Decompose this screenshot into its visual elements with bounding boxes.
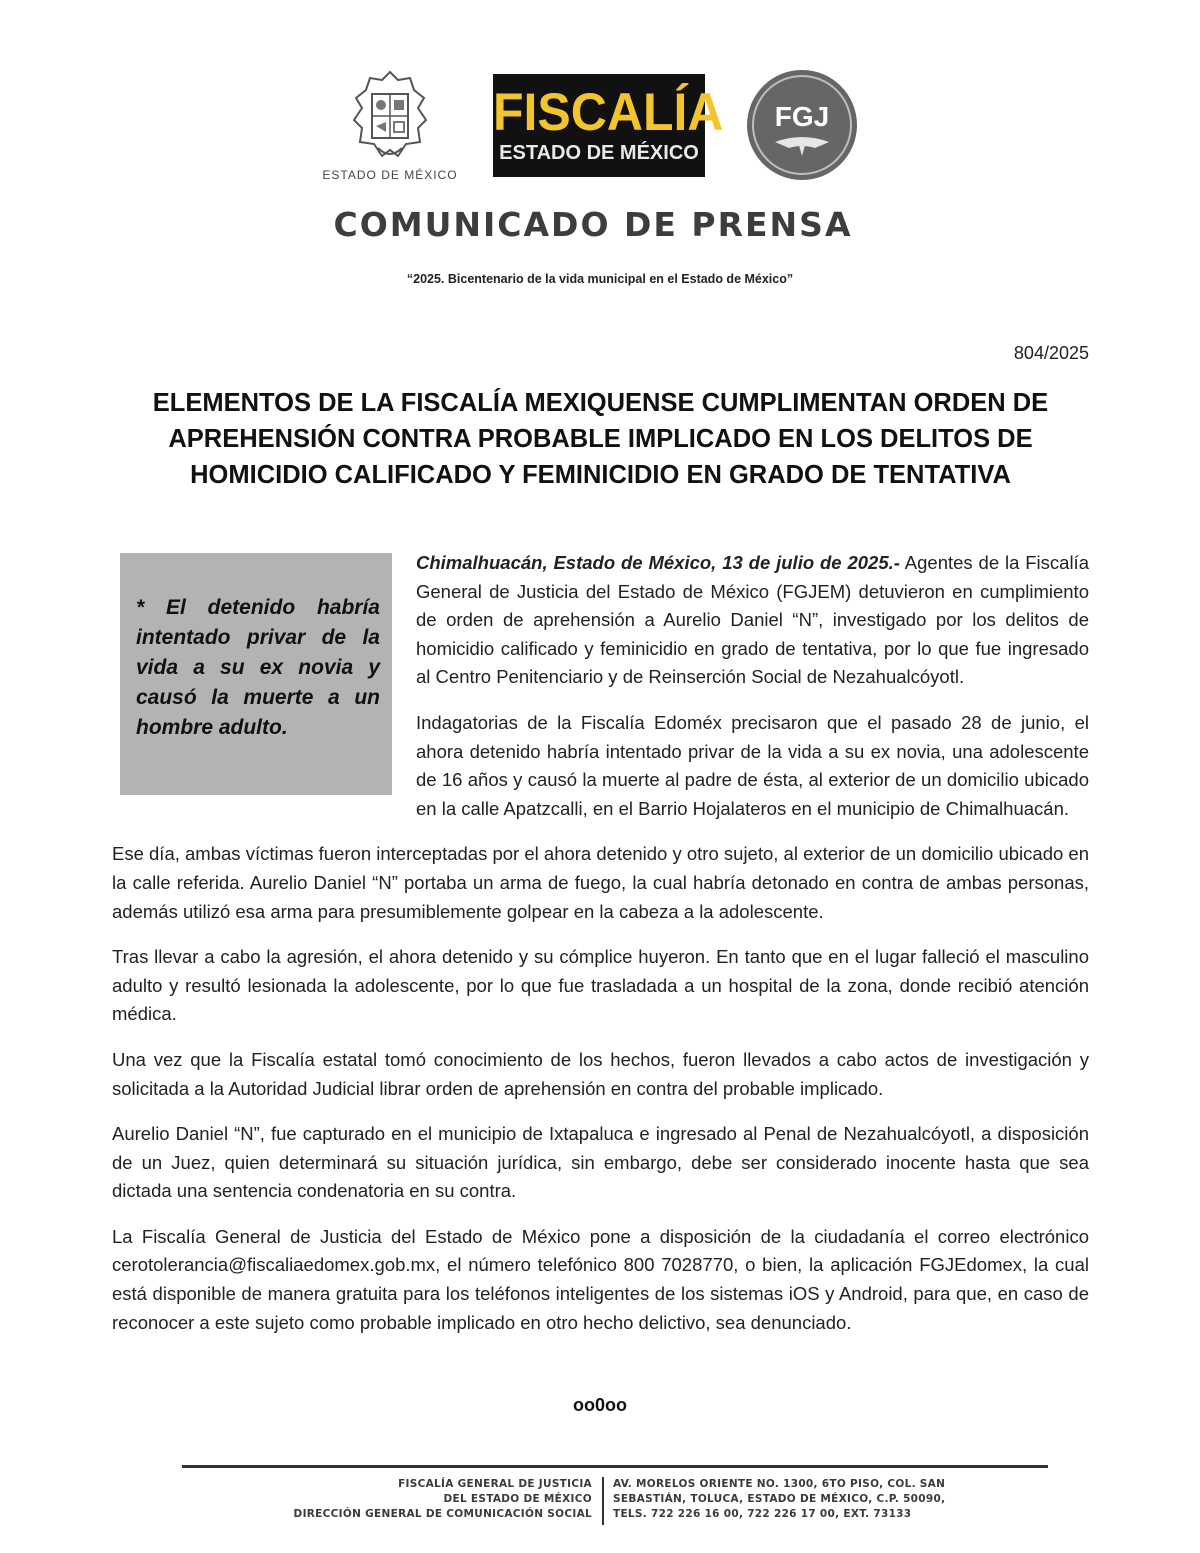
dateline: Chimalhuacán, Estado de México, 13 de julio de 2025.- [416,552,900,573]
paragraph-3: Ese día, ambas víctimas fueron interceptadas por el ahora detenido y otro sujeto, al exterior de un domicilio ubicado en la calle referida. Aurelio Daniel “N” portaba un arma de fuego, la cual habría detonado en contra de ambas personas, además utilizó esa arma para presumiblemente golpear en la cabeza a la adolescente. [112,843,1089,922]
institutional-motto: “2025. Bicentenario de la vida municipal en el Estado de México” [406,272,794,286]
paragraph-4: Tras llevar a cabo la agresión, el ahora detenido y su cómplice huyeron. En tanto que en el lugar falleció el masculino adulto y resultó lesionada la adolescente, por lo que fue trasladada a un hospital de la zona, donde recibió atención médica. [112,946,1089,1025]
paragraph-5: Una vez que la Fiscalía estatal tomó conocimiento de los hechos, fueron llevados a cabo actos de investigación y solicitada a la Autoridad Judicial librar orden de aprehensión en contra del probable implicado. [112,1048,1089,1099]
fiscalia-logo [493,74,724,177]
coat-of-arms-icon [348,68,432,166]
estado-de-mexico-caption: ESTADO DE MÉXICO [322,168,458,182]
highlight-text: * El detenido habría intentado privar de la vida a su ex novia y causó la muerte a un hombre adulto. [136,596,380,739]
page-title: COMUNICADO DE PRENSA [333,205,853,244]
footer-address [613,1477,993,1522]
footer-institution [250,1477,592,1522]
closing-mark: oo0oo [573,1395,627,1415]
release-number: 804/2025 [1013,343,1089,363]
fgj-seal-icon [745,68,859,182]
paragraph-6: Aurelio Daniel “N”, fue capturado en el municipio de Ixtapaluca e ingresado al Penal de Nezahualcóyotl, a disposición de un Juez, quien determinará su situación jurídica, sin embargo, debe ser considerado inocente hasta que sea dictada una sentencia condenatoria en su contra. [112,1123,1089,1202]
fiscalia-logo-title: FISCALÍA [493,82,724,142]
paragraph-1-text: Agentes de la Fiscalía General de Justicia del Estado de México (FGJEM) detuvieron en cumplimiento de orden de aprehensión a Aurelio Daniel “N”, investigado por los delitos de homicidio calificado y feminicidio en grado de tentativa, por lo que fue ingresado al Centro Penitenciario y de Reinserción Social de Nezahualcóyotl. [416,552,1089,688]
paragraph-7: La Fiscalía General de Justicia del Estado de México pone a disposición de la ciudadanía el correo electrónico cerotolerancia@fiscaliaedomex.gob.mx, el número telefónico 800 7028770, o bien, la aplicación FGJEdomex, la cual está disponible de manera gratuita para los teléfonos inteligentes de los sistemas iOS y Android, para que, en caso de reconocer a este sujeto como probable implicado en otro hecho delictivo, sea denunciado. [112,1225,1089,1333]
header-logos [0,62,1200,192]
footer-left-line-1: FISCALÍA GENERAL DE JUSTICIA [398,1478,592,1490]
paragraph-2: Indagatorias de la Fiscalía Edoméx precisaron que el pasado 28 de junio, el ahora detenido habría intentado privar de la vida a su ex novia, una adolescente de 16 años y causó la muerte al padre de ésta, al exterior de un domicilio ubicado en la calle Apatzcalli, en el Barrio Hojalateros en el municipio de Chimalhuacán. [416,711,1089,819]
headline: ELEMENTOS DE LA FISCALÍA MEXIQUENSE CUMPLIMENTAN ORDEN DE APREHENSIÓN CONTRA PROBABLE IMPLICADO EN LOS DELITOS DE HOMICIDIO CALIFICADO Y FEMINICIDIO EN GRADO DE TENTATIVA [152,389,1049,489]
footer-separator [602,1477,604,1525]
fgj-logo-text: FGJ [774,101,830,132]
footer-left-line-3: DIRECCIÓN GENERAL DE COMUNICACIÓN SOCIAL [293,1508,592,1520]
fiscalia-logo-subtitle: ESTADO DE MÉXICO [499,142,699,164]
footer-right-line-1: AV. MORELOS ORIENTE NO. 1300, 6TO PISO, COL. SAN [613,1478,946,1490]
estado-de-mexico-logo [320,68,460,188]
footer-right-line-3: TELS. 722 226 16 00, 722 226 17 00, EXT. 73133 [613,1508,912,1520]
article-body [112,549,1089,1354]
footer-divider [182,1465,1048,1468]
fgj-logo [745,68,859,182]
footer-left-line-2: DEL ESTADO DE MÉXICO [443,1493,592,1505]
footer-right-line-2: SEBASTIÁN, TOLUCA, ESTADO DE MÉXICO, C.P. 50090, [613,1493,946,1505]
highlight-callout [120,553,392,795]
